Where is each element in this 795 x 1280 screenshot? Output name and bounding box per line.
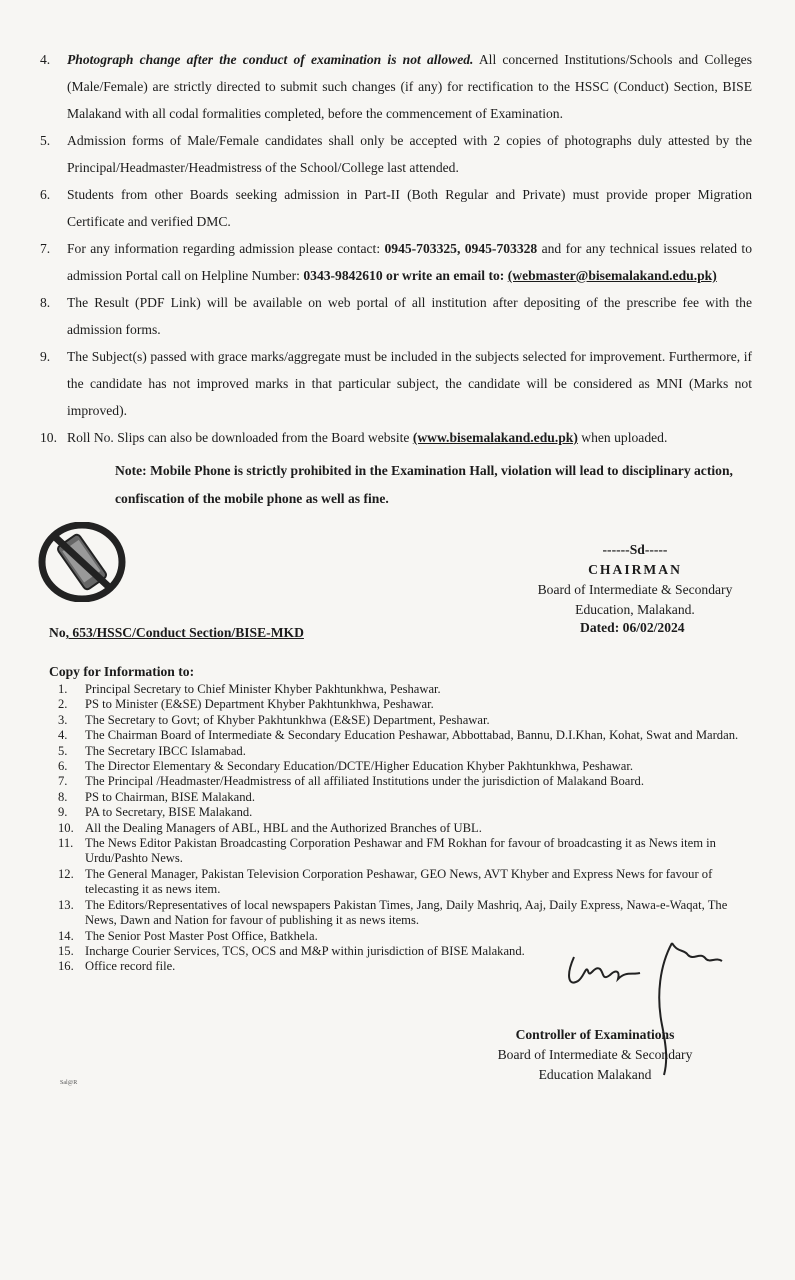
- item-text: The Result (PDF Link) will be available on web portal of all institution after depositing of the prescribe fee with the admission forms.: [67, 295, 752, 337]
- list-item: [40, 289, 752, 343]
- list-item: [40, 235, 752, 289]
- item-text: The Editors/Representatives of local newspapers Pakistan Times, Jang, Daily Mashriq, Aaj, Daily Express, Nawa-e-Waqat, The News, Dawn and Nation for favour of publishing it as news items.: [85, 897, 728, 928]
- item-text: The Secretary to Govt; of Khyber Pakhtunkhwa (E&SE) Department, Peshawar.: [85, 712, 490, 727]
- list-item: [40, 127, 752, 181]
- item-text: when uploaded.: [577, 430, 668, 445]
- list-item: [50, 821, 750, 836]
- item-number: 6.: [40, 187, 51, 202]
- item-number: 14.: [58, 928, 74, 943]
- item-number: 10.: [40, 430, 57, 445]
- controller-signature-block: [480, 1025, 710, 1085]
- date-line: Dated: 06/02/2024: [580, 620, 685, 635]
- board-location-line: Education Malakand: [538, 1067, 652, 1082]
- item-text: The Principal /Headmaster/Headmistress of all affiliated Institutions under the jurisdiction of Malakand Board.: [85, 774, 644, 789]
- reference-number: [49, 625, 304, 641]
- item-text: The Subject(s) passed with grace marks/aggregate must be included in the subjects selected for improvement. Furthermore, if the candidate has not improved marks in that particular subject, the candidate will be considered as MNI (Marks not improved).: [67, 349, 752, 418]
- contact-phones: 0945-703325, 0945-703328: [384, 241, 538, 256]
- item-number: 12.: [58, 866, 74, 881]
- list-item: [50, 898, 750, 929]
- item-number: 9.: [40, 349, 51, 364]
- item-number: 8.: [40, 295, 51, 310]
- list-item: [50, 697, 750, 712]
- item-number: 7.: [58, 774, 68, 789]
- item-text: The Chairman Board of Intermediate & Secondary Education Peshawar, Abbottabad, Bannu, D.I.Khan, Kohat, Swat and Mardan.: [85, 728, 739, 743]
- website-link[interactable]: (www.bisemalakand.edu.pk): [412, 430, 578, 445]
- list-item: [50, 790, 750, 805]
- item-text: Admission forms of Male/Female candidates shall only be accepted with 2 copies of photographs duly attested by the Principal/Headmaster/Headmistress of the School/College last attended.: [67, 133, 752, 175]
- item-text: All concerned Institutions/Schools and Colleges (Male/Female) are strictly directed to submit such changes (if any) for rectification to the HSSC (Conduct) Section, BISE Malakand with all codal formalities completed, before the commencement of Examination.: [67, 52, 752, 121]
- list-item: [50, 744, 750, 759]
- item-number: 3.: [58, 712, 68, 727]
- list-item: [50, 805, 750, 820]
- list-item: [50, 836, 750, 867]
- list-item: [40, 424, 752, 451]
- item-text: The News Editor Pakistan Broadcasting Corporation Peshawar and FM Rokhan for favour of broadcasting it as News item in Urdu/Pashto News.: [85, 836, 716, 866]
- chairman-signature-block: [505, 540, 765, 620]
- item-text: Incharge Courier Services, TCS, OCS and M&P within jurisdiction of BISE Malakand.: [85, 943, 525, 958]
- email-link[interactable]: (webmaster@bisemalakand.edu.pk): [507, 268, 717, 283]
- item-text: or write an email to:: [382, 268, 508, 283]
- item-text: Office record file.: [85, 959, 176, 974]
- item-text: and for any technical issues related to admission Portal call on Helpline Number:: [67, 241, 752, 283]
- helpline-number: 0343-9842610: [303, 268, 383, 283]
- item-text: Principal Secretary to Chief Minister Khyber Pakhtunkhwa, Peshawar.: [85, 682, 441, 696]
- item-number: 6.: [58, 759, 68, 774]
- item-text: For any information regarding admission please contact:: [67, 241, 385, 256]
- list-item: [40, 343, 752, 424]
- item-number: 5.: [58, 743, 68, 758]
- item-text: PA to Secretary, BISE Malakand.: [85, 805, 253, 820]
- no-mobile-phone-icon: [38, 522, 126, 602]
- item-text: PS to Minister (E&SE) Department Khyber Pakhtunkhwa, Peshawar.: [85, 697, 434, 712]
- item-lead-text: Photograph change after the conduct of examination is not allowed.: [67, 52, 474, 67]
- item-number: 16.: [58, 959, 74, 974]
- item-number: 11.: [58, 836, 74, 851]
- item-number: 5.: [40, 133, 51, 148]
- item-number: 10.: [58, 820, 74, 835]
- list-item: [40, 46, 752, 127]
- item-number: 4.: [58, 728, 68, 743]
- list-item: [50, 728, 750, 743]
- item-number: 13.: [58, 897, 74, 912]
- item-number: 8.: [58, 789, 68, 804]
- item-number: 7.: [40, 241, 51, 256]
- item-text: The Senior Post Master Post Office, Batkhela.: [85, 928, 318, 943]
- item-number: 4.: [40, 52, 51, 67]
- item-text: Students from other Boards seeking admission in Part-II (Both Regular and Private) must provide proper Migration Certificate and verified DMC.: [67, 187, 752, 229]
- ref-value: , 653/HSSC/Conduct Section/BISE-MKD: [65, 625, 304, 640]
- item-text: The Secretary IBCC Islamabad.: [85, 743, 246, 758]
- board-location-line: Education, Malakand.: [575, 602, 695, 617]
- ref-prefix: No: [49, 625, 66, 640]
- item-text: PS to Chairman, BISE Malakand.: [85, 789, 256, 804]
- item-number: 15.: [58, 943, 74, 958]
- list-item: [50, 774, 750, 789]
- item-number: 9.: [58, 805, 68, 820]
- mobile-phone-note: Note: Mobile Phone is strictly prohibited in the Examination Hall, violation will lead to disciplinary action, confiscation of the mobile phone as well as fine.: [115, 463, 733, 506]
- item-text: The General Manager, Pakistan Television Corporation Peshawar, GEO News, AVT Khyber and Express News for favour of telecasting it as news item.: [85, 866, 713, 897]
- copy-heading: Copy for Information to:: [49, 664, 195, 679]
- controller-title: Controller of Examinations: [515, 1027, 675, 1042]
- copy-distribution-list: [50, 682, 750, 975]
- item-text: All the Dealing Managers of ABL, HBL and the Authorized Branches of UBL.: [85, 820, 482, 835]
- list-item: [40, 181, 752, 235]
- item-text: The Director Elementary & Secondary Education/DCTE/Higher Education Khyber Pakhtunkhwa, Peshawar.: [85, 759, 634, 774]
- instructions-list: [40, 46, 752, 451]
- typist-initials: Sal@R: [60, 1080, 78, 1086]
- signed-mark: ------Sd-----: [602, 542, 668, 557]
- board-name-line: Board of Intermediate & Secondary: [537, 582, 733, 597]
- board-name-line: Board of Intermediate & Secondary: [497, 1047, 693, 1062]
- list-item: [50, 713, 750, 728]
- item-number: 2.: [58, 697, 68, 712]
- list-item: [50, 682, 750, 697]
- item-number: 1.: [58, 682, 68, 696]
- list-item: [50, 867, 750, 898]
- item-text: Roll No. Slips can also be downloaded from the Board website: [67, 430, 413, 445]
- list-item: [50, 759, 750, 774]
- chairman-title: CHAIRMAN: [588, 562, 682, 577]
